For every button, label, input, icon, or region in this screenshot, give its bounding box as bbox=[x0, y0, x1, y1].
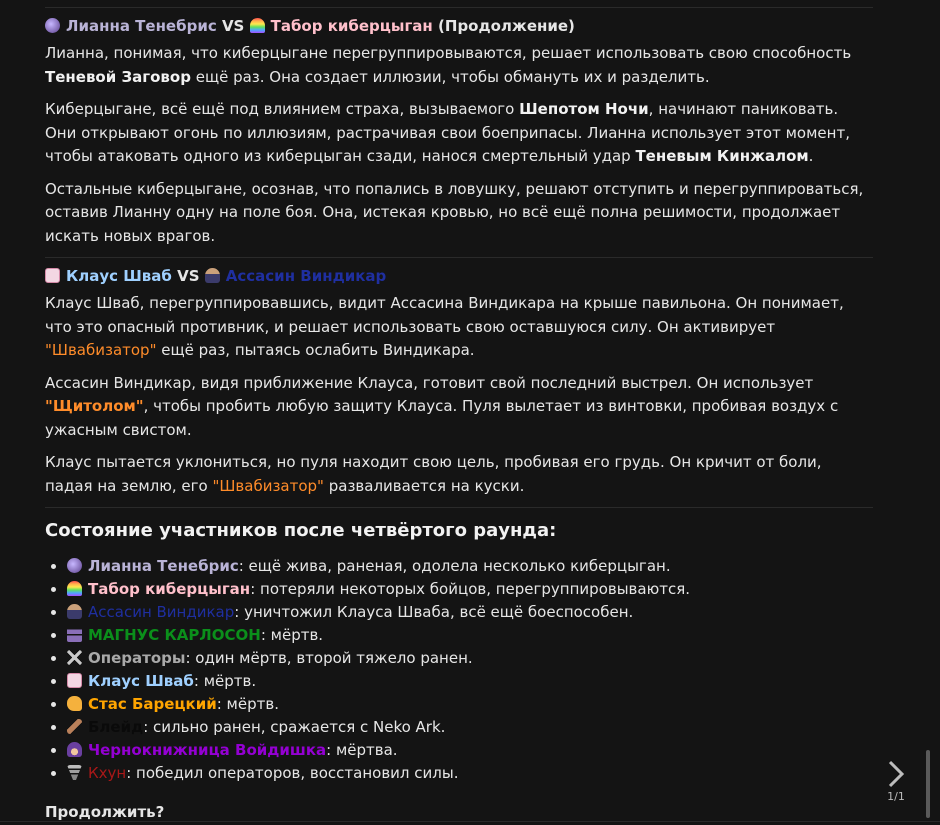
page-indicator: 1/1 bbox=[887, 790, 905, 803]
list-item: • Клаус Шваб: мёртв. bbox=[67, 670, 873, 693]
list-item: • Кхун: победил операторов, восстановил силы. bbox=[67, 762, 873, 785]
ninja-icon bbox=[205, 268, 220, 283]
envelope-icon bbox=[67, 673, 82, 688]
vs-label: VS bbox=[177, 267, 200, 285]
ninja-icon bbox=[67, 604, 82, 619]
vs-label: VS bbox=[221, 17, 245, 35]
crossed-swords-icon bbox=[67, 650, 82, 665]
fighter-name: Ассасин Виндикар bbox=[225, 267, 387, 285]
battle-header bbox=[45, 266, 873, 286]
fighter-name: Табор киберцыган bbox=[270, 17, 433, 35]
fighter-name: Клаус Шваб bbox=[66, 267, 172, 285]
list-item: • Стас Барецкий: мёртв. bbox=[67, 693, 873, 716]
witch-icon bbox=[67, 742, 82, 757]
paragraph: Клаус пытается уклониться, но пуля находит свою цель, пробивая его грудь. Он кричит от боли, падая на землю, его "Швабизатор" разваливается на куски. bbox=[45, 453, 822, 495]
list-item: • Блейд: сильно ранен, сражается с Neko Ark. bbox=[67, 716, 873, 739]
divider bbox=[45, 507, 873, 508]
list-item: • Ассасин Виндикар: уничтожил Клауса Шваба, всё ещё боеспособен. bbox=[67, 601, 873, 624]
purple-orb-icon bbox=[67, 558, 82, 573]
list-item: • Табор киберцыган: потеряли некоторых бойцов, перегруппировываются. bbox=[67, 578, 873, 601]
list-item: • Чернокнижница Войдишка: мёртва. bbox=[67, 739, 873, 762]
paragraph: Лианна, понимая, что киберцыгане перегруппировываются, решает использовать свою способность Теневой Заговор ещё раз. Она создает иллюзии, чтобы обмануть их и разделить. bbox=[45, 44, 852, 86]
fighter-name: Лианна Тенебрис bbox=[66, 17, 217, 35]
list-item: • МАГНУС КАРЛОСОН: мёртв. bbox=[67, 624, 873, 647]
status-list bbox=[45, 555, 873, 785]
paragraph: Киберцыгане, всё ещё под влиянием страха, вызываемого Шепотом Ночи, начинают паниковать. Они открывают огонь по иллюзиям, растрачивая свои боеприпасы. Лианна использует этот момент, чтобы атаковать одного из киберцыган сзади, нанося смертельный удар Теневым Кинжалом. bbox=[45, 100, 850, 165]
chess-pawn-icon bbox=[67, 627, 82, 642]
envelope-icon bbox=[45, 268, 60, 283]
rainbow-icon bbox=[250, 18, 265, 33]
list-item: • Операторы: один мёртв, второй тяжело ранен. bbox=[67, 647, 873, 670]
chevron-right-icon[interactable] bbox=[887, 760, 905, 788]
rainbow-icon bbox=[67, 581, 82, 596]
list-item: • Лианна Тенебрис: ещё жива, раненая, одолела несколько киберцыган. bbox=[67, 555, 873, 578]
divider bbox=[45, 7, 873, 8]
scrollbar[interactable] bbox=[926, 750, 930, 818]
divider bbox=[0, 821, 940, 822]
paragraph: Клаус Шваб, перегруппировавшись, видит Ассасина Виндикара на крыше павильона. Он понимает, что это опасный противник, и решает использовать свою оставшуюся силу. Он активирует "Швабизатор" ещё раз, пытаясь ослабить Виндикара. bbox=[45, 294, 844, 359]
pagination bbox=[880, 760, 912, 803]
continue-prompt: Продолжить? bbox=[45, 803, 165, 821]
header-suffix: (Продолжение) bbox=[438, 17, 575, 35]
tornado-icon bbox=[67, 765, 82, 780]
purple-orb-icon bbox=[45, 18, 60, 33]
battle-header bbox=[45, 16, 873, 36]
paragraph: Ассасин Виндикар, видя приближение Клауса, готовит свой последний выстрел. Он использует "Щитолом", чтобы пробить любую защиту Клауса. Пуля вылетает из винтовки, пробивая воздух с ужасным свистом. bbox=[45, 373, 839, 439]
divider bbox=[45, 257, 873, 258]
status-heading: Состояние участников после четвёртого раунда: bbox=[45, 520, 557, 541]
blade-icon bbox=[67, 719, 82, 734]
paragraph: Остальные киберцыгане, осознав, что попались в ловушку, решают отступить и перегруппироваться, оставив Лианну одну на поле боя. Она, истекая кровью, но всё ещё полна решимости, продолжает искать новых врагов. bbox=[45, 179, 864, 245]
chat-message bbox=[45, 0, 873, 821]
flexed-arm-icon bbox=[67, 696, 82, 711]
